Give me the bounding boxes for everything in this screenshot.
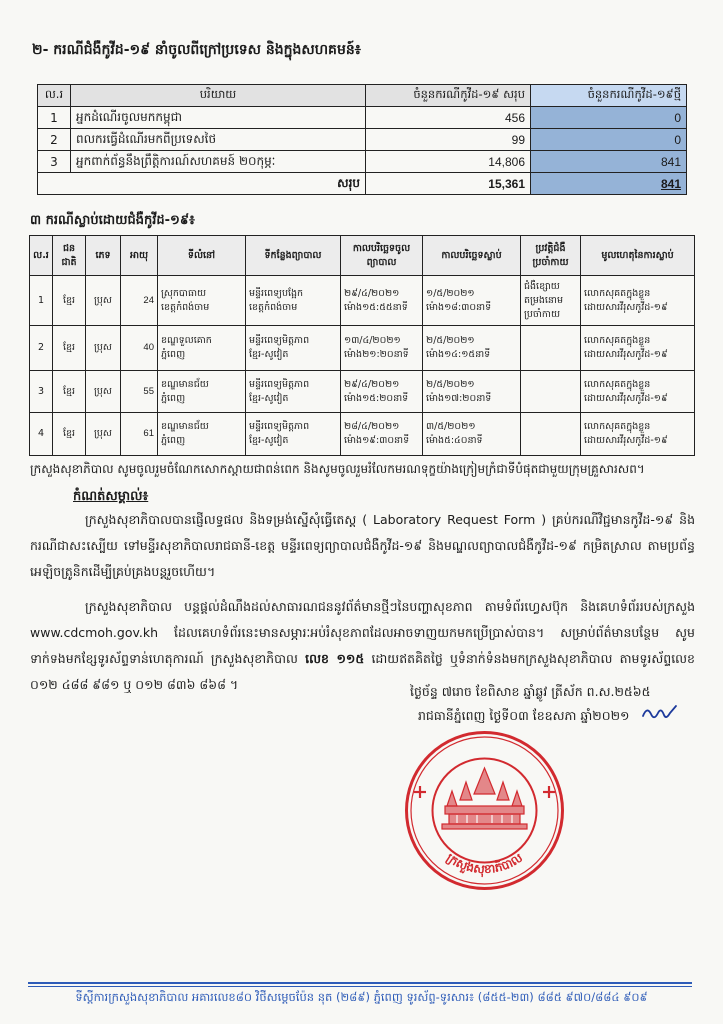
death-date-cell	[423, 371, 521, 413]
cell-text-line: ប្រុស	[94, 342, 112, 353]
treatment-place-cell	[246, 326, 341, 371]
cell-text-line: ដោយសារវីរុសកូវីដ-១៩	[584, 392, 668, 404]
row-number-cell: 2	[38, 129, 71, 151]
new-cases-cell: 0	[531, 129, 687, 151]
header-text-line: ជាតិ	[61, 256, 77, 268]
row-number-cell	[30, 326, 53, 371]
header-treatment-place	[246, 236, 341, 276]
cell-text-line: ម៉ោង១៥:២០នាទី	[344, 392, 409, 404]
cell-text-line: លោកសុគតក្នុងខ្លួន	[584, 421, 651, 432]
medical-history-cell	[521, 326, 581, 371]
section-3-heading: ៣ ករណីស្លាប់ដោយជំងឺកូវីដ-១៩៖	[30, 213, 195, 228]
death-date-cell	[423, 413, 521, 456]
treatment-place-cell	[246, 413, 341, 456]
header-text-line: ប្រវត្តិជំងឺ	[535, 242, 566, 254]
new-cases-cell: 0	[531, 107, 687, 129]
section-2-heading: ២- ករណីជំងឺកូវីដ-១៩ នាំចូលពីក្រៅប្រទេស និងក្នុងសហគមន៍៖	[32, 42, 361, 58]
cell-text-line: ៣/៥/២០២១	[426, 421, 476, 432]
table-body	[30, 276, 695, 456]
treatment-place-cell	[246, 276, 341, 326]
cell-text-line: ដោយសារវីរុសកូវីដ-១៩	[584, 301, 668, 313]
header-text-line: ទីលំនៅ	[187, 249, 216, 261]
total-cases-cell: 99	[366, 129, 531, 151]
cell-text-line: ម៉ោង១៧:២០នាទី	[426, 392, 492, 404]
residence-cell	[158, 413, 246, 456]
cell-text-line: ខ្មែរ-សូវៀត	[249, 435, 289, 446]
angkor-wat-emblem-icon	[442, 768, 527, 829]
cell-text-line: 55	[143, 385, 154, 397]
cell-text-line: 3	[37, 385, 45, 397]
table-total-row	[38, 173, 687, 195]
header-new-cases: ចំនួនករណីកូវីដ-១៩ថ្មី	[531, 85, 687, 107]
row-number-cell	[30, 371, 53, 413]
condolence-message: ក្រសួងសុខាភិបាល សូមចូលរួមចំណែកសោកស្តាយជាពន់ពេក និងសូមចូលរួមរំលែកមរណទុក្ខយ៉ាងក្រៀមក្រំជាទីបំផុតជាមួយក្រុមគ្រួសារសព។	[30, 462, 645, 476]
residence-cell	[158, 326, 246, 371]
cause-of-death-cell	[581, 276, 695, 326]
cell-text-line: ប្រចាំកាយ	[524, 308, 560, 320]
medical-history-cell	[521, 371, 581, 413]
header-text-line: ល.រ	[33, 249, 49, 261]
row-number-cell: 1	[38, 107, 71, 129]
cell-text-line: 4	[37, 428, 45, 439]
header-admission-date	[341, 236, 423, 276]
solar-date: រាជធានីភ្នំពេញ ថ្ងៃទី០៣ ខែឧសភា ឆ្នាំ២០២១	[418, 708, 630, 723]
header-medical-history	[521, 236, 581, 276]
admission-date-cell	[341, 326, 423, 371]
table-row	[38, 129, 687, 151]
description-cell: ពលករធ្វើដំណើរមកពីប្រទេសថៃ	[71, 129, 366, 151]
age-cell	[121, 413, 158, 456]
cell-text-line: ម៉ោង១៩:៣០នាទី	[344, 435, 410, 446]
cell-text-line: ២/៥/២០២១	[426, 378, 475, 390]
cell-text-line: មន្ទីរពេទ្យមិត្តភាព	[249, 421, 310, 432]
header-cause-of-death	[581, 236, 695, 276]
cause-of-death-cell	[581, 371, 695, 413]
description-cell: អ្នកដំណើរចូលមកកម្ពុជា	[71, 107, 366, 129]
cell-text-line: ខ្មែរ	[62, 428, 76, 439]
table-header-row	[30, 236, 695, 276]
deaths-table	[29, 235, 695, 456]
death-date-cell	[423, 326, 521, 371]
cell-text-line: មន្ទីរពេទ្យមិត្តភាព	[249, 378, 310, 390]
admission-date-cell	[341, 371, 423, 413]
cell-text-line: ប្រុស	[94, 294, 112, 306]
seal-lower-text	[443, 850, 525, 878]
cell-text-line: មន្ទីរពេទ្យមិត្តភាព	[249, 335, 310, 346]
cell-text-line: ខ្មែរ-សូវៀត	[249, 349, 289, 360]
cell-text-line: ម៉ោង១៨:៣០នាទី	[426, 301, 492, 313]
header-row-number	[30, 236, 53, 276]
cell-text-line: 1	[37, 294, 45, 306]
nationality-cell	[53, 326, 86, 371]
header-text-line: អាយុ	[129, 249, 149, 261]
cell-text-line: ប្រុស	[94, 428, 112, 439]
notes-paragraph-1: ក្រសួងសុខាភិបាលបានផ្ញើលទ្ធផល និងទម្រង់ស្នើសុំធ្វើតេស្ត ( Laboratory Request Form ) គ្រប់ករណីវិជ្ជមានកូវីដ-១៩ និងករណីជាសះស្បើយ ទៅមន្ទីរសុខាភិបាលរាជធានី-ខេត្ត មន្ទីរពេទ្យព្យាបាលជំងឺកូវីដ-១៩ និងមណ្ឌលព្យាបាលជំងឺកូវីដ-១៩ កម្រិតស្រាល តាមប្រព័ន្ធអេឡិចត្រូនិកដើម្បីគ្រប់គ្រងបន្តរួចហើយ។	[30, 512, 695, 579]
cell-text-line: ខណ្ឌមានជ័យ	[161, 421, 209, 432]
paragraph-text: ដោយឥតគិតថ្លៃ ឬទំនាក់ទំនងមកក្រសួងសុខាភិបាល តាមទូរស័ព្ទលេខ ០១២ ៤៨៨ ៩៨១ ឬ ០១២ ៨៣៦ ៨៦៨ ។	[30, 651, 695, 692]
cell-text-line: ស្រុកបាធាយ	[161, 287, 207, 299]
imported-and-community-cases-table	[37, 84, 687, 195]
header-age	[121, 236, 158, 276]
header-text-line: ព្យាបាល	[366, 256, 397, 268]
cell-text-line: ខ្មែរ	[62, 385, 76, 397]
cell-text-line: ១/៥/២០២១	[426, 287, 475, 299]
footer-divider	[28, 982, 692, 987]
cell-text-line: មន្ទីរពេទ្យបង្អែក	[249, 287, 304, 299]
cell-text-line: ខណ្ឌទួលគោក	[161, 335, 212, 346]
header-total-cases: ចំនួនករណីកូវីដ-១៩ សរុប	[366, 85, 531, 107]
cell-text-line: ខេត្តកំពង់ចាម	[161, 301, 210, 313]
nationality-cell	[53, 371, 86, 413]
sex-cell	[86, 371, 121, 413]
cell-text-line: ២៩/៤/២០២១	[344, 287, 400, 299]
cause-of-death-cell	[581, 413, 695, 456]
death-date-cell	[423, 276, 521, 326]
total-cases-sum-cell: 15,361	[366, 173, 531, 195]
lunar-date: ថ្ងៃច័ន្ទ ៧រោច ខែពិសាខ ឆ្នាំឆ្លូវ ត្រីស័ក ព.ស.២៥៦៥	[410, 684, 651, 699]
cell-text-line: ម៉ោង៥:៤០នាទី	[426, 435, 483, 446]
row-number-cell: 3	[38, 151, 71, 173]
total-cases-cell: 14,806	[366, 151, 531, 173]
row-number-cell	[30, 413, 53, 456]
cell-text-line: 24	[143, 294, 154, 306]
header-sex	[86, 236, 121, 276]
cell-text-line: លោកសុគតក្នុងខ្លួន	[584, 287, 651, 299]
table-row	[30, 371, 695, 413]
medical-history-cell	[521, 413, 581, 456]
header-number: ល.រ	[38, 85, 71, 107]
cell-text-line: ម៉ោង១៥:៥៥នាទី	[344, 301, 408, 313]
header-text-line: ភេទ	[95, 249, 111, 261]
table-row	[38, 107, 687, 129]
table-row	[30, 276, 695, 326]
cell-text-line: ២៨/៤/២០២១	[344, 421, 400, 432]
sex-cell	[86, 326, 121, 371]
header-text-line: ប្រចាំកាយ	[532, 256, 569, 268]
age-cell	[121, 326, 158, 371]
sex-cell	[86, 276, 121, 326]
new-cases-sum-cell: 841	[531, 173, 687, 195]
cell-text-line: 40	[143, 342, 154, 353]
nationality-cell	[53, 413, 86, 456]
residence-cell	[158, 371, 246, 413]
cell-text-line: លោកសុគតក្នុងខ្លួន	[584, 335, 651, 346]
cell-text-line: ប្រុស	[94, 385, 112, 397]
signature-mark	[640, 700, 680, 726]
table-row	[38, 151, 687, 173]
paragraph-text: ក្រសួងសុខាភិបាល បន្តផ្តល់ដំណឹងដល់សាធារណជននូវព័ត៌មានថ្មីៗនៃបញ្ហាសុខភាព តាមទំព័រហ្វេសប៊ុក និងគេហទំព័ររបស់ក្រសួង www.cdcmoh.gov.kh ដែលគេហទំព័រនេះមានសម្ភារៈអប់រំសុខភាពដែលអាចទាញយកមកប្រើប្រាស់បាន។ សម្រាប់ព័ត៌មានបន្ថែម សូមទាក់ទងមកខ្សែទូរស័ព្ទទាន់ហេតុការណ៍ ក្រសួងសុខាភិបាល	[30, 599, 695, 666]
cell-text-line: ដោយសារវីរុសកូវីដ-១៩	[584, 435, 668, 446]
cell-text-line: ភ្នំពេញ	[161, 349, 186, 360]
hotline-number: លេខ ១១៥	[305, 651, 365, 666]
cell-text-line: ២៩/៤/២០២១	[344, 378, 400, 390]
cell-text-line: ខណ្ឌមានជ័យ	[161, 378, 209, 390]
cell-text-line: ខ្មែរ	[62, 294, 76, 306]
cell-text-line: ម៉ោង២១:២០នាទី	[344, 349, 409, 360]
cell-text-line: 2	[37, 342, 45, 353]
cell-text-line: ខ្មែរ	[62, 342, 76, 353]
cell-text-line: ភ្នំពេញ	[161, 435, 186, 446]
table-header-row	[38, 85, 687, 107]
row-number-cell	[30, 276, 53, 326]
cell-text-line: ២/៥/២០២១	[426, 335, 475, 346]
ministry-seal-stamp	[402, 728, 567, 893]
cause-of-death-cell	[581, 326, 695, 371]
cell-text-line: ភ្នំពេញ	[161, 392, 186, 404]
table-row	[30, 413, 695, 456]
total-label-cell: សរុប	[38, 173, 366, 195]
header-text-line: កាលបរិច្ឆេទចូល	[352, 242, 411, 254]
admission-date-cell	[341, 276, 423, 326]
footer-address: ទីស្តីការក្រសួងសុខាភិបាល អគារលេខ៨០ វិថីសម្តេចប៉ែន នុត (២៨៩) ភ្នំពេញ ទូរស័ព្ទ-ទូរសារ៖ (៨៥៥-២៣) ៨៨៥ ៩៧០/៨៨៤ ៩០៩	[75, 990, 648, 1004]
residence-cell	[158, 276, 246, 326]
header-text-line: ទីកន្លែងព្យាបាល	[264, 249, 322, 261]
medical-history-cell	[521, 276, 581, 326]
cell-text-line: ដោយសារវីរុសកូវីដ-១៩	[584, 349, 668, 360]
age-cell	[121, 371, 158, 413]
cell-text-line: លោកសុគតក្នុងខ្លួន	[584, 378, 651, 390]
header-text-line: ជន	[62, 242, 76, 254]
table-body	[38, 107, 687, 173]
treatment-place-cell	[246, 371, 341, 413]
header-death-date	[423, 236, 521, 276]
description-cell: អ្នកពាក់ព័ន្ធនឹងព្រឹត្តិការណ៍សហគមន៍ ២០កុម្ភៈ	[71, 151, 366, 173]
table-row	[30, 326, 695, 371]
new-cases-cell: 841	[531, 151, 687, 173]
header-nationality	[53, 236, 86, 276]
header-residence	[158, 236, 246, 276]
cell-text-line: ១៣/៤/២០២១	[344, 335, 401, 346]
age-cell	[121, 276, 158, 326]
cell-text-line: ខេត្តកំពង់ចាម	[249, 301, 298, 313]
seal-lower-text-path: ក្រសួងសុខាភិបាល	[443, 850, 526, 877]
header-description: បរិយាយ	[71, 85, 366, 107]
admission-date-cell	[341, 413, 423, 456]
header-text-line: មូលហេតុនៃការស្លាប់	[601, 249, 674, 261]
cell-text-line: ជំងឺខ្សោយ	[524, 280, 560, 292]
cell-text-line: ខ្មែរ-សូវៀត	[249, 392, 289, 404]
cell-text-line: ម៉ោង១៤:១៥នាទី	[426, 349, 491, 360]
cell-text-line: 61	[143, 428, 154, 439]
header-text-line: កាលបរិច្ឆេទស្លាប់	[441, 249, 502, 261]
sex-cell	[86, 413, 121, 456]
nationality-cell	[53, 276, 86, 326]
cell-text-line: តម្រងនោម	[524, 294, 564, 306]
notes-title: កំណត់សម្គាល់៖	[73, 489, 149, 504]
total-cases-cell: 456	[366, 107, 531, 129]
